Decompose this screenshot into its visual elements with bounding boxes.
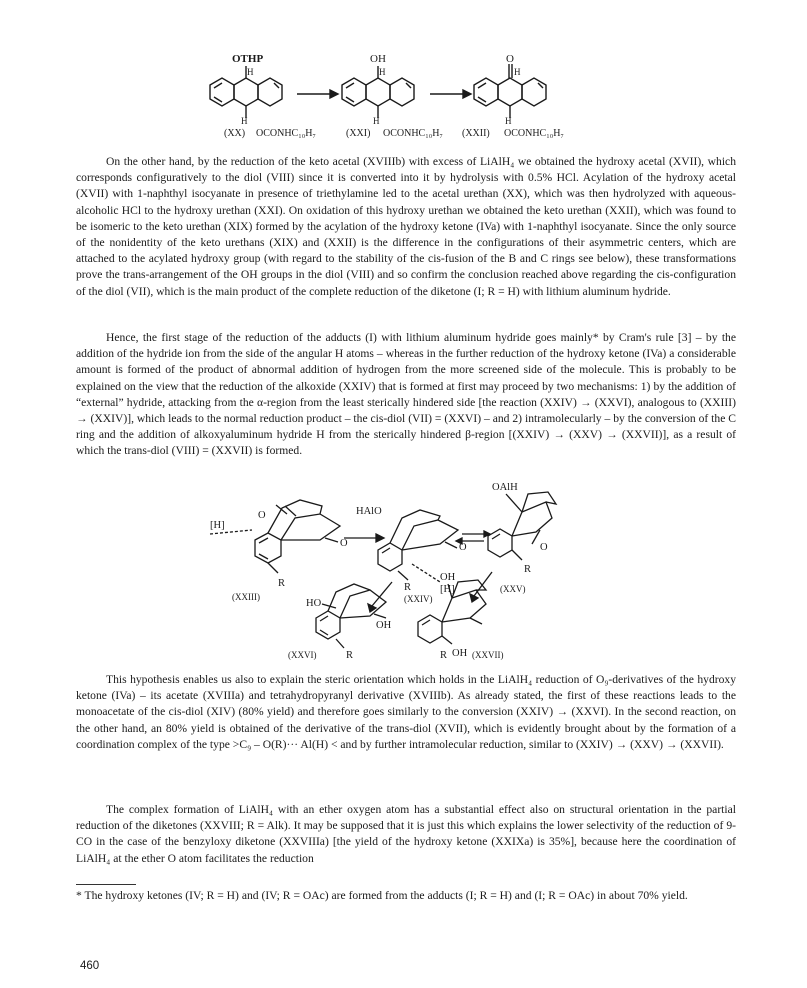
label-xxv: (XXV) <box>500 584 526 594</box>
xxv-r: R <box>524 564 532 575</box>
label-xxiii: (XXIII) <box>232 592 260 602</box>
xxv-oalh: OAlH <box>492 482 518 493</box>
xxiii-o2: O <box>340 538 348 549</box>
xxii-top-group: O <box>506 53 514 65</box>
xxvi-ho: HO <box>306 598 322 609</box>
paragraph-3: This hypothesis enables us also to explain the steric orientation which holds in the LiAlH₄ reduction of O₉-derivatives of the hydroxy ketone (IVa) – its acetate (XVIIIa) and tetrahydropyranyl derivative (XVIIIb). As already stated, the first of these reactions leads to the monoacetate of the cis-diol (XIV) (80% yield) and therefore goes similarly to the conversion (XXIV) → (XXVI). In the second reaction, on the other hand, an 80% yield is obtained of the derivative of the trans-diol (XVII), which is evidently brought about by the formation of a coordination complex of the type >C₉ – O(R)··· Al(H) < and by further intramolecular reduction, similar to (XXIV) → (XXV) → (XXVII). <box>76 673 736 751</box>
label-xxvii: (XXVII) <box>472 650 504 660</box>
label-xx: (XX) <box>224 128 246 139</box>
xxi-h-bottom: H <box>373 116 380 126</box>
xx-h: H <box>247 67 254 77</box>
footnote: * The hydroxy ketones (IV; R = H) and (IV; R = OAc) are formed from the adducts (I; R = H) and (I; R = OAc) in about 70% yield. <box>76 889 688 902</box>
page-number: 460 <box>80 960 100 972</box>
xxvii-r: R <box>440 650 448 661</box>
xxii-urethan-group: OCONHC₁₀H₇ <box>504 128 564 139</box>
h-reagent-xxiv: [H] <box>440 584 455 595</box>
xx-urethan-group: OCONHC₁₀H₇ <box>256 128 316 139</box>
xxi-urethan-group: OCONHC₁₀H₇ <box>383 128 443 139</box>
xxi-top-group: OH <box>370 53 386 65</box>
xxiii-o: O <box>258 510 266 521</box>
xxii-h-bottom: H <box>505 116 512 126</box>
footnote-rule <box>76 884 136 885</box>
molecule-xxiii <box>210 500 340 573</box>
label-xxi: (XXI) <box>346 128 371 139</box>
label-xxiv: (XXIV) <box>404 594 433 604</box>
h-reagent-xxiii: [H] <box>210 520 225 531</box>
molecule-xxii <box>474 64 546 118</box>
molecule-xxi <box>342 66 414 118</box>
xxvii-oh: OH <box>452 648 468 659</box>
xx-top-group: OTHP <box>232 53 264 65</box>
xxiv-o: O <box>459 542 467 553</box>
paragraph-1: On the other hand, by the reduction of the keto acetal (XVIIIb) with excess of LiAlH₄ we obtained the hydroxy acetal (XVII), which corresponds configuratively to the diol (VIII) since it is converted into it by hydrolysis with 0.5% HCl. Acylation of the hydroxy acetal (XVII) with 1-naphthyl isocyanate in presence of triethylamine led to the acetal urethan (XX), which was then hydrolyzed with aqueous-alcoholic HCl to the hydroxy urethan (XXI). On oxidation of this hydroxy urethan we obtained the keto urethan (XXII), which was found to be isomeric to the keto urethan (XIX) formed by the acylation of the hydroxy ketone (IVa) with 1-naphthyl isocyanate. Since the only source of the nonidentity of the keto urethans (XIX) and (XXII) is the difference in the configurations of their asymmetric centers, which are attached to the acylated hydroxy group (with regard to the stability of the cis-fusion of the B and C rings see below), these transformations prove the trans-arrangement of the OH groups in the diol (VIII) and so confirm the conclusion reached above regarding the cis-configuration of the diol (VII), which is the main product of the complete reduction of the diketone (I; R = H) with lithium aluminum hydride. <box>76 155 736 298</box>
xxvi-r: R <box>346 650 354 661</box>
label-xxvi: (XXVI) <box>288 650 317 660</box>
xxi-h: H <box>379 67 386 77</box>
xxii-h: H <box>514 67 521 77</box>
xxvi-oh: OH <box>376 620 392 631</box>
xxiv-r: R <box>404 582 412 593</box>
scheme-1 <box>0 0 807 145</box>
xxvii-oh-top: OH <box>440 572 456 583</box>
paragraph-2: Hence, the first stage of the reduction of the adducts (I) with lithium aluminum hydride goes mainly* by Cram's rule [3] – by the addition of the hydride ion from the side of the angular H atoms – whereas in the further reduction of the hydroxy ketone (IVa) a considerable amount is formed of the product of abnormal addition of hydrogen from the more screened side of the molecule. This is probably to be explained on the view that the reduction of the alkoxide (XXIV) that is formed at first may proceed by two mechanisms: 1) by the addition of “external” hydride, attacking from the α-region from the least sterically hindered side [the reaction (XXIV) → (XXVI), analogous to (XXIII) → (XXIV)], which leads to the normal reduction product – the cis-diol (VII) = (XXVI) – and 2) intramolecularly – by the conversion of the C ring and the addition of alkoxyaluminum hydride H from the sterically hindered β-region [(XXIV) → (XXV) → (XXVII)], as a result of which the trans-diol (VIII) = (XXVII) is formed. <box>76 331 736 458</box>
molecule-xxvi <box>316 584 386 648</box>
paragraph-4: The complex formation of LiAlH₄ with an ether oxygen atom has a substantial effect also on structural orientation in the partial reduction of the diketones (XXVIII; R = Alk). It may be supposed that it is just this which explains the lower selectivity of the reduction of 9-CO in the case of the benzyloxy diketone (XXVIIIa) [the yield of the hydroxy ketone (XXIXa) is 35%], because here the coordination of LiAlH₄ at the ether O atom facilitates the reduction <box>76 803 736 865</box>
molecule-xx <box>210 66 282 118</box>
xxv-o: O <box>540 542 548 553</box>
xxiv-halo: HAlO <box>356 506 382 517</box>
xxiii-r: R <box>278 578 286 589</box>
label-xxii: (XXII) <box>462 128 490 139</box>
scheme-2 <box>0 478 807 663</box>
xx-h-bottom: H <box>241 116 248 126</box>
